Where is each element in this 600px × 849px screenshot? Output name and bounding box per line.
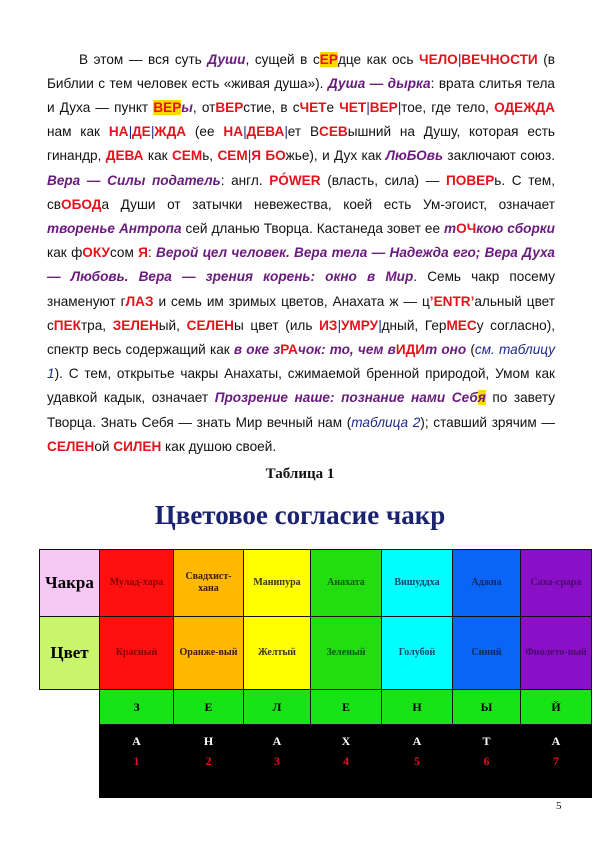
text-segment: УМРУ: [340, 317, 379, 333]
text-segment: как душою своей.: [161, 438, 277, 454]
green-letter-cell: Л: [244, 690, 311, 725]
color-cell: Синий: [453, 617, 521, 690]
chakra-cell: Мулад-хара: [100, 550, 174, 617]
text-segment: PÓWER: [269, 172, 321, 188]
text-segment: у согласно), спектр весь содержащий как: [47, 317, 556, 358]
color-cell: Желтый: [244, 617, 311, 690]
letter: А: [132, 734, 141, 748]
table-reference-link: таблица 2: [351, 414, 421, 430]
text-segment: ЛАЗ: [125, 293, 154, 309]
text-segment: ОБОД: [61, 196, 102, 212]
text-segment: ЗЕЛЕН: [112, 317, 159, 333]
text-segment: В этом — вся суть: [79, 51, 208, 67]
text-segment: СЕЛЕН: [47, 438, 95, 454]
text-segment: ЧЕТ: [339, 100, 367, 115]
text-segment: |: [150, 124, 155, 140]
empty-cell: [40, 690, 100, 725]
text-segment: ЕР: [319, 51, 338, 67]
green-letter-cell: Н: [382, 690, 453, 725]
color-cell: Фиолето-вый: [521, 617, 592, 690]
text-segment: СЕВ: [319, 124, 348, 140]
green-letter-cell: Й: [521, 690, 592, 725]
letters-row-green: [40, 690, 592, 725]
text-segment: |: [366, 100, 370, 115]
text-segment: СИЛЕН: [113, 438, 162, 454]
row-label-chakra: Чакра: [40, 550, 100, 617]
text-segment: стие, в с: [243, 100, 300, 115]
text-segment: : врата слитья тела и Духа — пункт: [47, 75, 555, 115]
text-segment: ой: [94, 438, 114, 454]
text-segment: МЕС: [446, 317, 477, 333]
text-segment: ОДЕЖДА: [494, 100, 555, 115]
text-segment: ); ставший зрячим —: [420, 414, 555, 430]
text-segment: (ее: [186, 124, 224, 140]
color-cell: Оранже-вый: [174, 617, 244, 690]
text-segment: Я БО: [251, 148, 286, 164]
text-segment: тое, где тело,: [401, 100, 495, 115]
cell-number: 2: [205, 754, 212, 768]
letter-number-cell: [100, 725, 174, 798]
row-label-color: Цвет: [40, 617, 100, 690]
cell-number: 7: [553, 754, 559, 768]
text-segment: е: [326, 100, 340, 115]
text-segment: ы цвет (иль: [233, 317, 320, 333]
green-letter-cell: Е: [311, 690, 382, 725]
text-segment: : англ.: [220, 172, 270, 188]
text-segment: ь. С тем, св: [47, 172, 555, 212]
text-segment: ДЕВА: [105, 148, 144, 164]
text-segment: и семь им зримых цветов, Анахата ж — ц: [153, 293, 430, 309]
text-segment: НА: [108, 124, 129, 140]
cell-number: 1: [133, 754, 140, 768]
text-segment: ). С тем, открытье чакры Анахаты, сжимаемой бренной природой, Умом как удавкой кадык, означает: [47, 366, 555, 406]
text-segment: по завету Творца. Знать Себя — знать Мир вечный нам (: [47, 390, 556, 430]
text-segment: ВЕР: [153, 100, 182, 115]
text-segment: ЧЕТ: [299, 100, 327, 115]
text-segment: Верой цел человек. Вера тела — Надежда его; Вера Духа — Любовь. Вера — зрения корень: окно в Мир: [47, 245, 555, 285]
text-segment: (в Библии с тем человек есть «живая душа»).: [47, 51, 556, 91]
text-segment: , от: [192, 100, 216, 115]
text-segment: . Семь чакр посему знаменуют г: [47, 269, 556, 309]
text-segment: Душа — дырка: [327, 75, 431, 91]
table-reference-link: см. таблицу 1: [47, 342, 555, 382]
letters-row-black: [40, 725, 592, 798]
text-segment: СЕМ: [217, 148, 248, 164]
text-segment: ВЕР: [215, 100, 244, 115]
text-segment: ЖДА: [154, 124, 187, 140]
text-segment: |: [247, 148, 252, 164]
text-segment: |: [337, 317, 341, 333]
text-segment: ДЕВА: [246, 124, 285, 140]
text-segment: жье), и Дух как: [285, 148, 386, 164]
text-segment: сом: [109, 245, 139, 261]
chakra-cell: Вишуддха: [382, 550, 453, 617]
text-segment: заключают союз.: [443, 148, 555, 164]
page-number: 5: [556, 800, 562, 812]
text-segment: ЛюБОвь: [385, 148, 444, 164]
text-segment: |: [284, 124, 288, 140]
text-segment: альный цвет с: [47, 293, 555, 333]
empty-cell: [40, 725, 100, 798]
text-segment: как ф: [47, 245, 83, 261]
text-segment: |: [397, 100, 402, 115]
letter-number-cell: [382, 725, 453, 798]
letter-number-cell: [311, 725, 382, 798]
letter-number-cell: [174, 725, 244, 798]
text-segment: ПЕК: [53, 317, 81, 333]
letter-number-cell: [453, 725, 521, 798]
text-segment: ышний на Душу, которая есть гинандр,: [47, 124, 556, 164]
text-segment: дный, Гер: [381, 317, 447, 333]
table-caption: Таблица 1: [265, 466, 335, 482]
letter: Т: [482, 734, 491, 748]
text-segment: ь,: [202, 148, 218, 164]
text-segment: кою сборки: [476, 221, 555, 237]
chakra-cell: Аджна: [453, 550, 521, 617]
text-segment: |: [378, 317, 382, 333]
color-cell: Красный: [100, 617, 174, 690]
chakra-row: [40, 550, 592, 617]
text-segment: ДЕ: [131, 124, 151, 140]
chakra-cell: Саха-срара: [521, 550, 592, 617]
letter: А: [412, 734, 422, 748]
text-segment: Я: [138, 245, 148, 261]
text-segment: Вера — Силы податель: [47, 172, 221, 188]
chakra-cell: Манипура: [244, 550, 311, 617]
text-segment: ВЕР: [369, 100, 398, 115]
color-cell: Зеленый: [311, 617, 382, 690]
letter: А: [551, 734, 561, 748]
text-segment: в оке з: [233, 342, 281, 358]
text-segment: Прозрение наше: познание нами Себ: [214, 390, 478, 406]
text-segment: дце как ось: [337, 51, 420, 67]
text-segment: ИДИ: [395, 342, 426, 358]
text-segment: а Души от затычки невежества, коей есть Ум-эгоист, означает: [101, 196, 555, 212]
text-segment: |: [128, 124, 132, 140]
text-segment: (: [466, 342, 475, 358]
text-segment: Души: [207, 51, 246, 67]
text-segment: ОЧ: [456, 221, 477, 237]
text-segment: (власть, сила) —: [320, 172, 446, 188]
text-segment: ы: [181, 100, 193, 115]
green-letter-cell: Ы: [453, 690, 521, 725]
chakra-cell: Анахата: [311, 550, 382, 617]
text-segment: сей дланью Творца. Кастанеда зовет ее: [181, 221, 445, 237]
letter: Н: [203, 734, 214, 748]
text-segment: т оно: [425, 342, 467, 358]
text-segment: чок: то, чем в: [297, 342, 396, 358]
cell-number: 4: [343, 754, 349, 768]
letter-number-cell: [244, 725, 311, 798]
text-segment: т: [444, 221, 457, 237]
text-segment: ПОВЕР: [445, 172, 495, 188]
cell-number: 3: [274, 754, 280, 768]
text-segment: творенье Антропа: [47, 221, 182, 237]
text-segment: как: [143, 148, 172, 164]
text-segment: |: [457, 51, 462, 67]
text-segment: СЕМ: [171, 148, 203, 164]
chakra-table: [39, 549, 592, 798]
text-segment: |: [243, 124, 247, 140]
text-segment: я: [477, 390, 486, 406]
text-segment: ВЕЧНОСТИ: [461, 51, 538, 67]
text-segment: ИЗ: [319, 317, 338, 333]
table-title: Цветовое согласие чакр: [154, 500, 446, 530]
text-segment: , сущей в с: [245, 51, 320, 67]
cell-number: 5: [414, 754, 420, 768]
text-segment: ый,: [158, 317, 187, 333]
text-segment: РА: [280, 342, 298, 358]
chakra-cell: Свадхист-хана: [174, 550, 244, 617]
text-segment: :: [147, 245, 157, 261]
green-letter-cell: З: [100, 690, 174, 725]
text-segment: ОКУ: [82, 245, 110, 261]
text-segment: ет В: [287, 124, 320, 140]
letter-number-cell: [521, 725, 592, 798]
text-segment: НА: [223, 124, 244, 140]
color-row: [40, 617, 592, 690]
text-segment: тра,: [80, 317, 113, 333]
text-segment: ЧЕЛО: [419, 51, 458, 67]
body-paragraph: [47, 48, 555, 459]
text-segment: ’ENTR’: [429, 293, 475, 309]
cell-number: 6: [483, 754, 490, 768]
text-segment: нам как: [47, 124, 109, 140]
green-letter-cell: Е: [174, 690, 244, 725]
letter: Х: [341, 734, 351, 748]
text-segment: СЕЛЕН: [186, 317, 234, 333]
letter: А: [272, 734, 282, 748]
color-cell: Голубой: [382, 617, 453, 690]
